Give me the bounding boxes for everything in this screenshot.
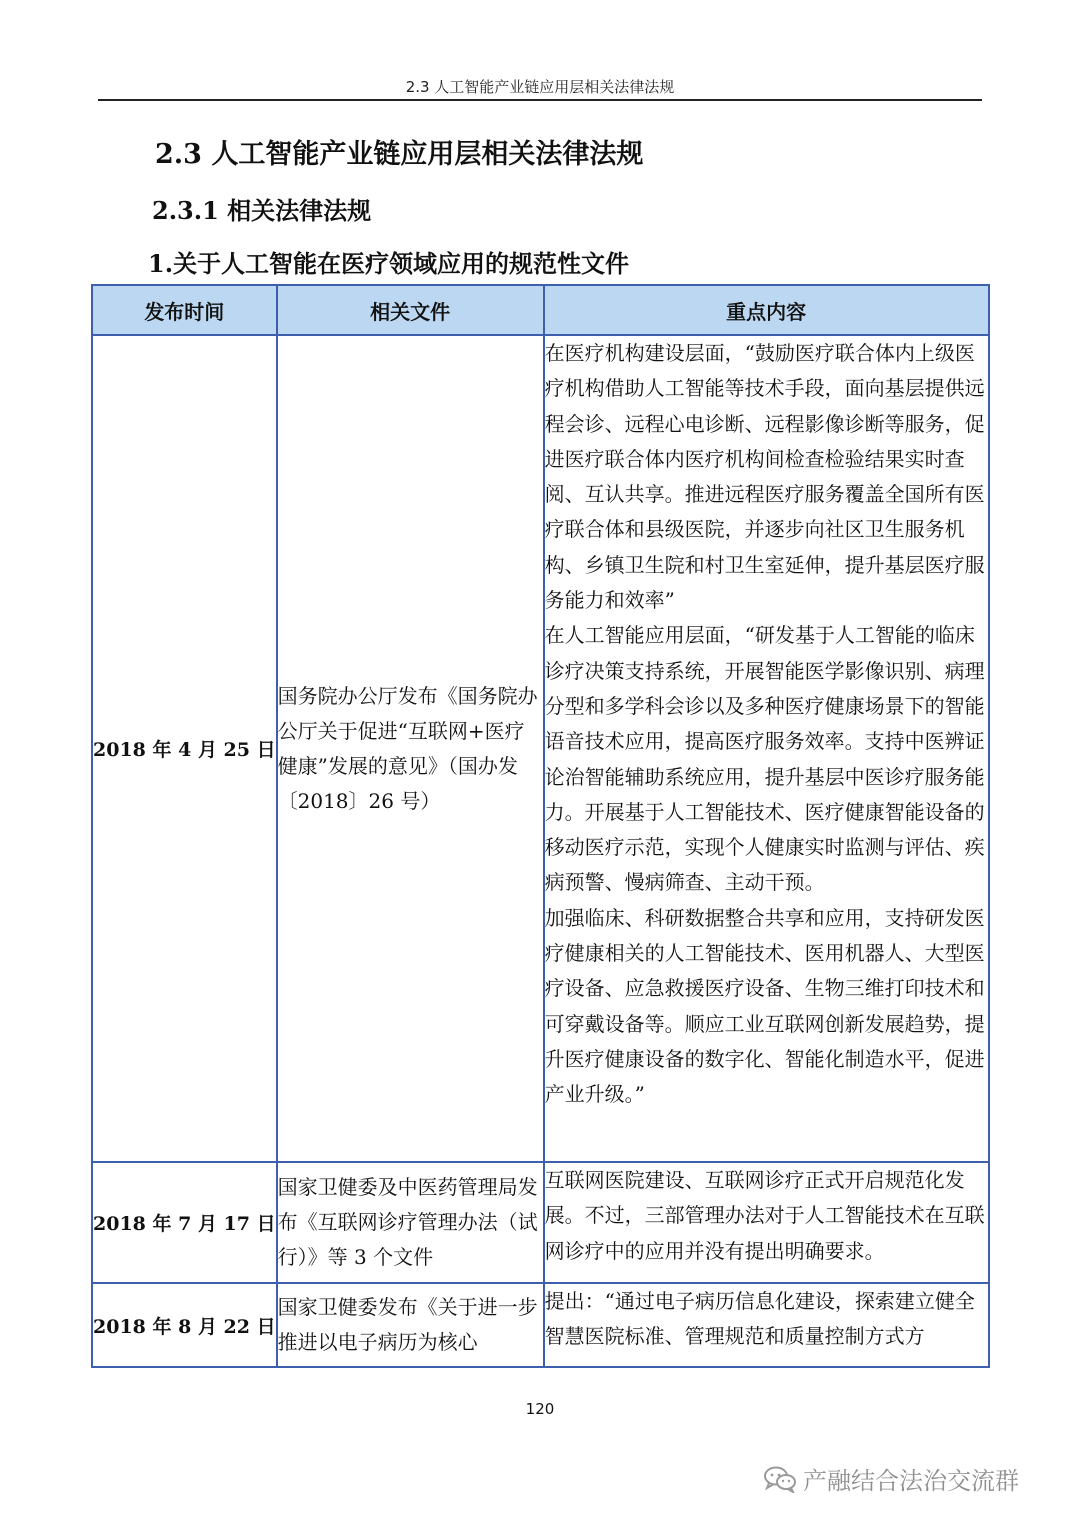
header-rule — [98, 99, 982, 101]
section-heading: 2.3 人工智能产业链应用层相关法律法规 — [155, 139, 644, 170]
content-paragraph: 加强临床、科研数据整合共享和应用，支持研发医疗健康相关的人工智能技术、医用机器人、大型医疗设备、应急救援医疗设备、生物三维打印技术和可穿戴设备等。顺应工业互联网创新发展趋势，提升医疗健康设备的数字化、智能化制造水平，促进产业升级。” — [544, 905, 985, 1107]
content-paragraph: 互联网医院建设、互联网诊疗正式开启规范化发展。不过，三部管理办法对于人工智能技术在互联网诊疗中的应用并没有提出明确要求。 — [544, 1168, 985, 1263]
content-paragraph: 提出：“通过电子病历信息化建设，探索建立健全智慧医院标准、管理规范和质量控制方式方 — [544, 1289, 975, 1349]
key-content — [544, 1162, 989, 1283]
table-header-row — [92, 285, 989, 335]
regulations-table — [91, 284, 990, 1368]
document-name: 国家卫健委发布《关于进一步推进以电子病历为核心 — [277, 1283, 544, 1367]
document-name: 国务院办公厅发布《国务院办公厅关于促进“互联网+医疗健康”发展的意见》（国办发〔2018〕26 号） — [277, 335, 544, 1162]
subsection-heading: 2.3.1 相关法律法规 — [152, 196, 372, 225]
key-content — [544, 335, 989, 1162]
column-header-date: 发布时间 — [92, 285, 277, 335]
key-content — [544, 1283, 989, 1367]
column-header-content: 重点内容 — [544, 285, 989, 335]
running-header: 2.3 人工智能产业链应用层相关法律法规 — [405, 78, 675, 96]
document-name: 国家卫健委及中医药管理局发布《互联网诊疗管理办法（试行）》等 3 个文件 — [277, 1162, 544, 1283]
table-row — [92, 1283, 989, 1367]
release-date: 2018 年 8 月 22 日 — [92, 1283, 277, 1367]
release-date: 2018 年 4 月 25 日 — [92, 335, 277, 1162]
watermark-text: 产融结合法治交流群 — [803, 1467, 1019, 1495]
wechat-icon — [763, 1465, 797, 1493]
content-paragraph: 在医疗机构建设层面，“鼓励医疗联合体内上级医疗机构借助人工智能等技术手段，面向基层提供远程会诊、远程心电诊断、远程影像诊断等服务，促进医疗联合体内医疗机构间检查检验结果实时查阅、互认共享。推进远程医疗服务覆盖全国所有医疗联合体和县级医院，并逐步向社区卫生服务机构、乡镇卫生院和村卫生室延伸，提升基层医疗服务能力和效率” — [544, 341, 985, 613]
watermark — [763, 1461, 1019, 1496]
table-row — [92, 335, 989, 1162]
table-title: 1.关于人工智能在医疗领域应用的规范性文件 — [148, 249, 630, 278]
release-date: 2018 年 7 月 17 日 — [92, 1162, 277, 1283]
column-header-document: 相关文件 — [277, 285, 544, 335]
page-number: 120 — [525, 1400, 555, 1418]
content-paragraph: 在人工智能应用层面，“研发基于人工智能的临床诊疗决策支持系统，开展智能医学影像识别、病理分型和多学科会诊以及多种医疗健康场景下的智能语音技术应用，提高医疗服务效率。支持中医辨证论治智能辅助系统应用，提升基层中医诊疗服务能力。开展基于人工智能技术、医疗健康智能设备的移动医疗示范，实现个人健康实时监测与评估、疾病预警、慢病筛查、主动干预。 — [544, 623, 985, 895]
table-row — [92, 1162, 989, 1283]
